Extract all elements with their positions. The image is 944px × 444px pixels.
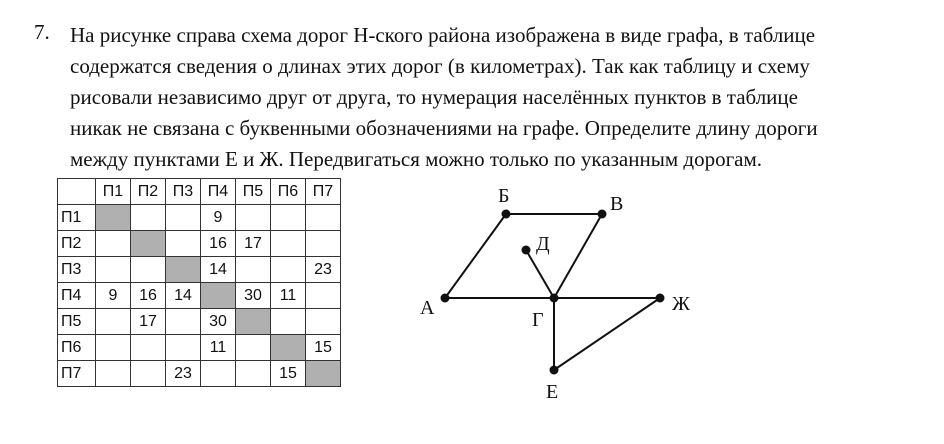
graph-edge-a-b [445,214,506,298]
table-cell [96,309,131,335]
problem-line: между пунктами Е и Ж. Передвигаться можно только по указанным дорогам. [70,147,763,171]
table-header-row [58,179,341,205]
table-cell [131,361,166,387]
graph-nodes [441,210,665,375]
table-cell [131,335,166,361]
table-cell [96,361,131,387]
table-cell: 16 [201,231,236,257]
table-cell [96,335,131,361]
table-cell: 23 [166,361,201,387]
table-column-header: П7 [306,179,341,205]
table-cell: 11 [201,335,236,361]
table-column-header: П5 [236,179,271,205]
table-cell: 14 [201,257,236,283]
problem-line: рисовали независимо друг от друга, то нумерация населённых пунктов в таблице [70,85,798,109]
table-corner-cell [58,179,96,205]
table-row-header: П3 [58,257,96,283]
table-cell: 16 [131,283,166,309]
problem-number: 7. [34,20,50,44]
table-cell: 14 [166,283,201,309]
table-cell: 15 [271,361,306,387]
table-cell: 17 [131,309,166,335]
table-diagonal-cell [131,231,166,257]
table-diagonal-cell [271,335,306,361]
graph-edges [445,214,660,370]
table-cell [201,361,236,387]
table-row-header: П2 [58,231,96,257]
table-cell [166,205,201,231]
problem-line: никак не связана с буквенными обозначениями на графе. Определите длину дороги [70,116,818,140]
table-cell [96,257,131,283]
table-cell [166,231,201,257]
graph-node-e [550,366,559,375]
graph-node-zh [656,294,665,303]
table-cell [306,309,341,335]
graph-label-a: А [420,297,435,319]
graph-edge-d-g [526,250,554,298]
table-cell [271,231,306,257]
graph-node-v [598,210,607,219]
table-cell [236,335,271,361]
table-cell [236,257,271,283]
table-cell [166,335,201,361]
table-column-header: П2 [131,179,166,205]
table-row-header: П6 [58,335,96,361]
table-cell: 9 [201,205,236,231]
table-row-header: П5 [58,309,96,335]
table-row-header: П4 [58,283,96,309]
road-graph [400,180,710,410]
table-cell [306,205,341,231]
table-cell [236,361,271,387]
table-cell [166,309,201,335]
table-cell: 15 [306,335,341,361]
graph-label-b: Б [498,185,510,207]
table-row [58,283,341,309]
graph-node-d [522,246,531,255]
table-cell [271,309,306,335]
table-cell [271,205,306,231]
table-cell: 17 [236,231,271,257]
table-column-header: П1 [96,179,131,205]
graph-node-b [502,210,511,219]
table-diagonal-cell [166,257,201,283]
table-cell: 30 [236,283,271,309]
table-row-header: П1 [58,205,96,231]
table-column-header: П4 [201,179,236,205]
table-cell: 23 [306,257,341,283]
graph-edge-e-zh [554,298,660,370]
table-row [58,309,341,335]
table-row-header: П7 [58,361,96,387]
graph-label-v: В [610,193,624,215]
table-column-header: П3 [166,179,201,205]
problem-line: На рисунке справа схема дорог Н-ского района изображена в виде графа, в таблице [70,23,816,47]
problem-line: содержатся сведения о длинах этих дорог (в километрах). Так как таблицу и схему [70,54,810,78]
table-cell [96,231,131,257]
table-cell: 9 [96,283,131,309]
table-row [58,205,341,231]
table-cell [306,231,341,257]
table-cell [131,257,166,283]
table-diagonal-cell [306,361,341,387]
graph-label-d: Д [536,233,550,255]
table-cell [271,257,306,283]
table-diagonal-cell [236,309,271,335]
table-cell [236,205,271,231]
graph-label-zh: Ж [672,293,690,315]
table-cell: 30 [201,309,236,335]
table-cell [306,283,341,309]
table-diagonal-cell [201,283,236,309]
table-cell: 11 [271,283,306,309]
graph-node-g [550,294,559,303]
problem-text [70,20,910,175]
table-row [58,335,341,361]
table-row [58,231,341,257]
graph-node-a [441,294,450,303]
table-cell [131,205,166,231]
table-row [58,361,341,387]
graph-edge-v-g [554,214,602,298]
graph-label-e: Е [546,381,559,403]
table-diagonal-cell [96,205,131,231]
table-column-header: П6 [271,179,306,205]
distance-table [57,178,341,387]
table-row [58,257,341,283]
graph-label-g: Г [532,309,544,331]
